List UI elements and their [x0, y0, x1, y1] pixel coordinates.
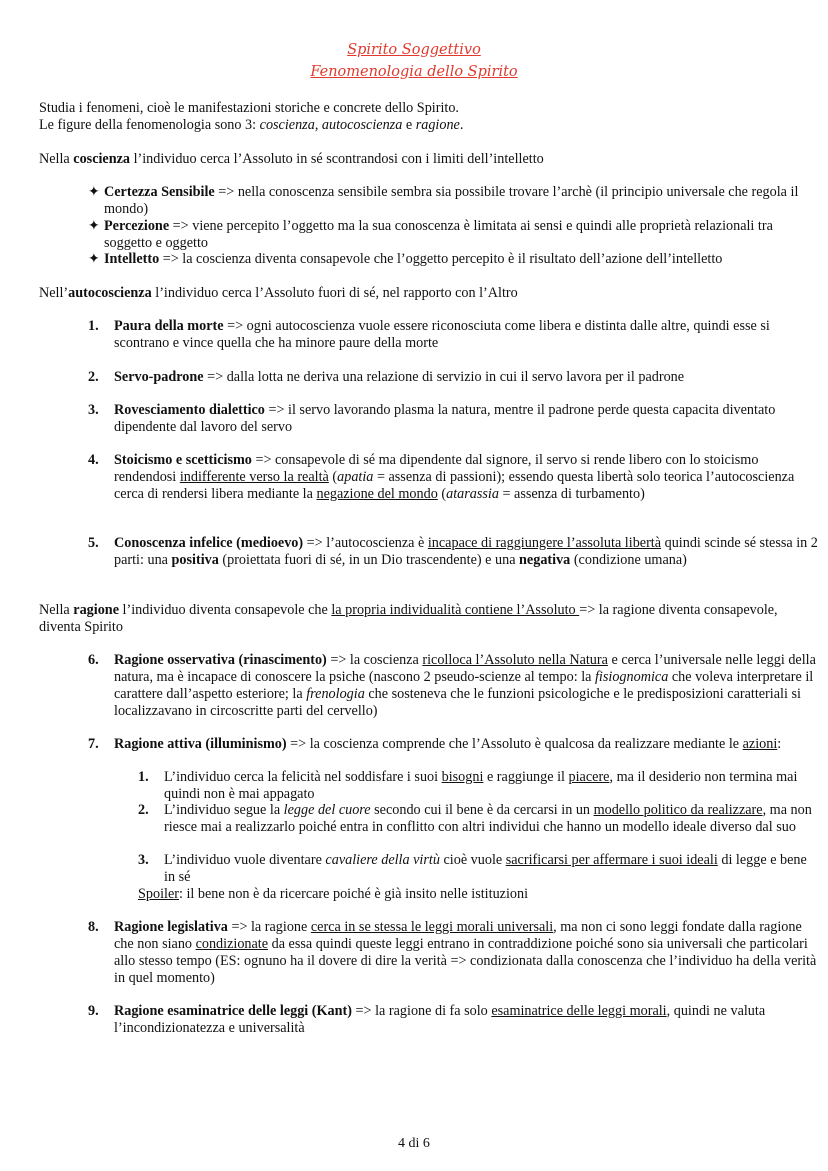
- list-item: ✦ Percezione => viene percepito l’oggetto ma la sua conoscenza è limitata ai sensi e quindi alle proprietà relazionali tra soggetto e oggetto: [88, 218, 773, 251]
- list-item: 2. Servo-padrone => dalla lotta ne deriva una relazione di servizio in cui il servo lavora per il padrone: [88, 369, 685, 385]
- intro-line-1: Studia i fenomeni, cioè le manifestazioni storiche e concrete dello Spirito.: [39, 100, 459, 116]
- list-item: 1. L’individuo cerca la felicità nel soddisfare i suoi bisogni e raggiunge il piacere, ma il desiderio non termina mai quindi non è mai appagato: [138, 769, 798, 802]
- list-item: 4. Stoicismo e scetticismo => consapevole di sé ma dipendente dal signore, il servo si rende libero con lo stoicismo rendendosi indifferente verso la realtà (apatia = assenza di passioni); essendo questa libertà solo teorica l’autocoscienza cerca di rendersi libera mediante la negazione del mondo (atarassia = assenza di turbamento): [88, 452, 795, 502]
- list-item: ✦ Intelletto => la coscienza diventa consapevole che l’oggetto percepito è il risultato dell’azione dell’intelletto: [88, 251, 723, 267]
- list-item: ✦ Certezza Sensibile => nella conoscenza sensibile sembra sia possibile trovare l’archè (il principio universale che regola il mondo): [88, 184, 799, 217]
- spoiler-note: Spoiler: il bene non è da ricercare poiché è già insito nelle istituzioni: [138, 886, 529, 902]
- star-bullet-icon: ✦: [88, 184, 100, 200]
- star-bullet-icon: ✦: [88, 251, 100, 267]
- list-item: 8. Ragione legislativa => la ragione cerca in se stessa le leggi morali universali, ma non ci sono leggi fondate dalla ragione che non siano condizionate da essa quindi queste leggi entrano in contraddizione poiché sono sia universali che particolari allo stesso tempo (ES: ognuno ha il dovere di dire la verità => condizionata dalla conoscenza che l’individuo ha della verità in quel momento): [88, 919, 817, 986]
- list-item: 2. L’individuo segue la legge del cuore secondo cui il bene è da cercarsi in un modello politico da realizzare, ma non riesce mai a realizzarlo poiché entra in conflitto con altri individui che hanno un modello ideale diverso dal suo: [138, 802, 812, 835]
- list-item: 3. L’individuo vuole diventare cavaliere della virtù cioè vuole sacrificarsi per affermare i suoi ideali di legge e bene in sé: [138, 852, 807, 885]
- intro-paragraph: [39, 100, 799, 134]
- list-item: 6. Ragione osservativa (rinascimento) => la coscienza ricolloca l’Assoluto nella Natura e cerca l’universale nelle leggi della natura, ma è incapace di conoscere la psiche (nascono 2 pseudo-scienze al tempo: la fisiognomica che voleva interpretare il carattere dall’aspetto esteriore; la frenologia che sosteneva che le funzioni psicologiche e le predisposizioni caratteriali si localizzavano in circoscritte parti del cervello): [88, 652, 816, 719]
- ragione-paragraph: Nella ragione l’individuo diventa consapevole che la propria individualità contiene l’Assoluto => la ragione diventa consapevole, diventa Spirito: [39, 602, 778, 635]
- intro-line-2: Le figure della fenomenologia sono 3: coscienza, autocoscienza e ragione.: [39, 117, 464, 133]
- list-item: 5. Conoscenza infelice (medioevo) => l’autocoscienza è incapace di raggiungere l’assoluta libertà quindi scinde sé stessa in 2 parti: una positiva (proiettata fuori di sé, in un Dio trascendente) e una negativa (condizione umana): [88, 535, 818, 568]
- list-item: 9. Ragione esaminatrice delle leggi (Kant) => la ragione di fa solo esaminatrice delle leggi morali, quindi ne valuta l’incondizionatezza e universalità: [88, 1003, 766, 1036]
- star-bullet-icon: ✦: [88, 218, 100, 234]
- list-item: 3. Rovesciamento dialettico => il servo lavorando plasma la natura, mentre il padrone perde questa capacita diventato dipendente dal lavoro del servo: [88, 402, 776, 435]
- list-item: 7. Ragione attiva (illuminismo) => la coscienza comprende che l’Assoluto è qualcosa da realizzare mediante le azioni:: [88, 736, 782, 752]
- page-subtitle: Fenomenologia dello Spirito: [310, 64, 518, 80]
- list-item: 1. Paura della morte => ogni autocoscienza vuole essere riconosciuta come libera e distinta dalle altre, quindi esse si scontrano e vince quella che ha minore paure della morte: [88, 318, 770, 351]
- page-title: Spirito Soggettivo: [347, 42, 481, 58]
- coscienza-paragraph: Nella coscienza l’individuo cerca l’Assoluto in sé scontrandosi con i limiti dell’intelletto: [39, 151, 544, 167]
- autocoscienza-paragraph: Nell’autocoscienza l’individuo cerca l’Assoluto fuori di sé, nel rapporto con l’Altro: [39, 285, 518, 301]
- page-number: 4 di 6: [398, 1136, 430, 1151]
